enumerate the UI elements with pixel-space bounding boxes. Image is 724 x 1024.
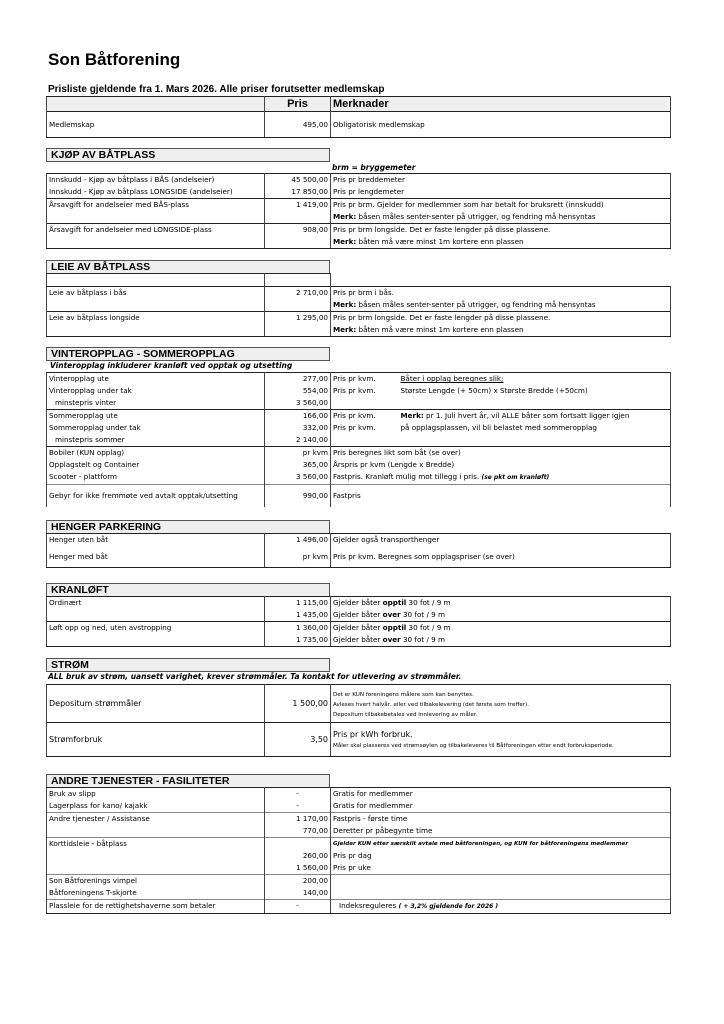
row-label: Henger uten båt	[47, 534, 265, 548]
table-row	[47, 634, 671, 647]
row-price: -	[265, 788, 331, 801]
row-label: Ordinært	[47, 597, 265, 610]
row-remark: Gjelder også transporthenger	[331, 534, 671, 548]
table-row	[47, 410, 671, 423]
merk-text: båsen måles senter-senter på utrigger, og fendring må hensyntas	[356, 212, 596, 221]
row-extra	[399, 410, 671, 423]
page-title: Son Båtforening	[48, 50, 181, 69]
table-row	[47, 788, 671, 801]
section-header-andre: ANDRE TJENESTER - FASILITETER	[46, 774, 330, 788]
merk-label: Merk:	[333, 300, 357, 309]
row-merk	[331, 324, 671, 337]
row-label: Vinteropplag ute	[47, 373, 265, 386]
row-price: 166,00	[265, 410, 331, 423]
row-price: 45 500,00	[265, 174, 331, 187]
row-remark	[331, 597, 671, 610]
row-price: 3,50	[265, 723, 331, 757]
column-header-price: Pris	[265, 97, 331, 112]
row-merk	[331, 236, 671, 249]
merk-label: Merk:	[333, 237, 357, 246]
row-extra: Båter i opplag beregnes slik;	[399, 373, 671, 386]
remark-bold: over	[382, 610, 401, 619]
row-price: 770,00	[265, 825, 331, 838]
row-label: Vinteropplag under tak	[47, 385, 265, 397]
merk-text: båten må være minst 1m kortere enn plassen	[356, 325, 524, 334]
row-remark: Fastpris	[331, 485, 671, 507]
row-label: Korttidsleie - båtplass	[47, 838, 265, 851]
table-row	[47, 236, 671, 249]
row-price: 1 560,00	[265, 862, 331, 875]
table-row	[47, 850, 671, 862]
remark-text: Gjelder båter	[333, 598, 383, 607]
row-remark: Pris pr dag	[331, 850, 671, 862]
table-row	[47, 485, 671, 507]
section-header-kjop: KJØP AV BÅTPLASS	[46, 148, 330, 162]
row-label: minstepris sommer	[47, 434, 265, 447]
merk-text: båsen måles senter-senter på utrigger, og fendring må hensyntas	[356, 300, 596, 309]
row-price: 1 419,00	[265, 199, 331, 212]
row-label: Innskudd - Kjøp av båtplass i BÅS (andelseier)	[47, 174, 265, 187]
table-row	[47, 373, 671, 386]
section-header-opplag: VINTEROPPLAG - SOMMEROPPLAG	[46, 347, 330, 361]
remark-text: Gjelder båter	[333, 635, 383, 644]
section-header-kran: KRANLØFT	[46, 583, 330, 597]
row-price: 2 710,00	[265, 287, 331, 300]
row-remark: Pris pr kvm.	[331, 410, 399, 423]
row-label: Son Båtforenings vimpel	[47, 875, 265, 888]
table-row	[47, 299, 671, 312]
merk-label: Merk:	[400, 411, 424, 420]
row-label: Bobiler (KUN opplag)	[47, 447, 265, 460]
row-remark	[331, 634, 671, 647]
table-row	[47, 597, 671, 610]
row-remark	[331, 609, 671, 622]
row-remark: Pris beregnes likt som båt (se over)	[331, 447, 671, 460]
table-row	[47, 875, 671, 888]
table-row	[47, 397, 671, 410]
row-extra: Største Lengde (+ 50cm) x Største Bredde (+50cm)	[399, 385, 671, 397]
section-header-henger: HENGER PARKERING	[46, 520, 330, 534]
brm-note: brm = bryggemeter	[332, 163, 416, 172]
row-label: Årsavgift for andelseier med LONGSIDE-plass	[47, 224, 265, 237]
row-label: Årsavgift for andelseier med BÅS-plass	[47, 199, 265, 212]
row-price: 332,00	[265, 422, 331, 434]
row-merk	[331, 299, 671, 312]
row-label: Plassleie for de rettighetshaverne som betaler	[47, 900, 265, 914]
row-remark: Pris pr uke	[331, 862, 671, 875]
row-remark	[331, 723, 671, 757]
table-row	[47, 385, 671, 397]
table-row	[47, 324, 671, 337]
strom-note: ALL bruk av strøm, uansett varighet, krever strømmåler. Ta kontakt for utlevering av strømmåler.	[48, 672, 462, 681]
row-price: 1 500,00	[265, 685, 331, 723]
row-remark: Årspris pr kvm (Lengde x Bredde)	[331, 459, 671, 471]
row-remark	[331, 471, 671, 485]
row-price: 365,00	[265, 459, 331, 471]
section-header-strom: STRØM	[46, 658, 330, 672]
row-label: Scooter - plattform	[47, 471, 265, 485]
table-row	[47, 459, 671, 471]
row-remark: Pris pr brm longside. Det er faste lengder på disse plassene.	[331, 224, 671, 237]
table-row	[47, 838, 671, 851]
row-remark: Pris pr kvm. Beregnes som opplagspriser (se over)	[331, 548, 671, 568]
row-price: -	[265, 800, 331, 813]
row-remark	[331, 900, 671, 914]
opplag-note: Vinteropplag inkluderer kranløft ved opptak og utsetting	[50, 361, 293, 370]
row-label: Sommeropplag under tak	[47, 422, 265, 434]
row-label: Depositum strømmåler	[47, 685, 265, 723]
merk-text: båten må være minst 1m kortere enn plassen	[356, 237, 524, 246]
row-label: Leie av båtplass i bås	[47, 287, 265, 300]
table-row	[47, 471, 671, 485]
table-row	[47, 211, 671, 224]
table-row	[47, 174, 671, 187]
remark-line: Det er KUN foreningens målere som kan benyttes.	[333, 691, 474, 698]
row-price: 1 435,00	[265, 609, 331, 622]
row-remark: Pris pr brm i bås.	[331, 287, 671, 300]
row-remark	[331, 622, 671, 635]
row-label: Bruk av slipp	[47, 788, 265, 801]
row-label: Henger med båt	[47, 548, 265, 568]
remark-bold: over	[382, 635, 401, 644]
column-header-remarks: Merknader	[331, 97, 671, 112]
row-label: Opplagstelt og Container	[47, 459, 265, 471]
table-row	[47, 813, 671, 826]
remark-line: Avleses hvert halvår, eller ved tilbakelevering (det første som treffer).	[333, 701, 530, 708]
row-remark: Pris pr breddemeter	[331, 174, 671, 187]
table-row	[47, 862, 671, 875]
remark-bold: opptil	[382, 598, 407, 607]
row-remark: Pris pr brm longside. Det er faste lengder på disse plassene.	[331, 312, 671, 325]
row-remark: Gjelder KUN etter særskilt avtale med båtforeningen, og KUN for båtforeningens medlemmer	[331, 838, 671, 851]
row-price: -	[265, 900, 331, 914]
row-remark: Deretter pr påbegynte time	[331, 825, 671, 838]
row-price: 1 295,00	[265, 312, 331, 325]
remark-text: Gjelder båter	[333, 623, 383, 632]
row-label: Andre tjenester / Assistanse	[47, 813, 265, 826]
table-row	[47, 800, 671, 813]
row-remark: Pris pr lengdemeter	[331, 186, 671, 199]
row-price: 1 360,00	[265, 622, 331, 635]
section-header-leie: LEIE AV BÅTPLASS	[46, 260, 330, 274]
remark-text: 30 fot / 9 m	[406, 623, 451, 632]
membership-price: 495,00	[265, 112, 331, 138]
table-row	[47, 287, 671, 300]
remark-text: 30 fot / 9 m	[400, 610, 446, 619]
row-price: 3 560,00	[265, 471, 331, 485]
remark-note: ( + 3,2% gjeldende for 2026 )	[398, 903, 499, 910]
row-merk	[331, 211, 671, 224]
row-label: Båtforeningens T-skjorte	[47, 887, 265, 900]
row-price: 277,00	[265, 373, 331, 386]
table-row	[47, 622, 671, 635]
row-label: Strømforbruk	[47, 723, 265, 757]
table-row	[47, 685, 671, 723]
row-price: pr kvm	[265, 447, 331, 460]
table-row	[47, 447, 671, 460]
price-list-subtitle: Prisliste gjeldende fra 1. Mars 2026. Alle priser forutsetter medlemskap	[48, 84, 385, 95]
row-label: Løft opp og ned, uten avstropping	[47, 622, 265, 635]
remark-bold: opptil	[382, 623, 407, 632]
remark-text: 30 fot / 9 m	[406, 598, 451, 607]
row-remark: Gratis for medlemmer	[331, 800, 671, 813]
table-row	[47, 825, 671, 838]
row-label: minstepris vinter	[47, 397, 265, 410]
row-remark: Gratis for medlemmer	[331, 788, 671, 801]
row-price: 1 735,00	[265, 634, 331, 647]
row-label: Sommeropplag ute	[47, 410, 265, 423]
remark-note: (se pkt om kranløft)	[481, 474, 550, 481]
remark-text: Indeksreguleres	[339, 901, 399, 910]
row-price: 2 140,00	[265, 434, 331, 447]
table-row	[47, 199, 671, 212]
row-remark: Pris pr kvm.	[331, 373, 399, 386]
remark-line: Depositum tilbakebetales ved innlevering av måler.	[333, 711, 478, 718]
merk-label: Merk:	[333, 325, 357, 334]
table-row	[47, 422, 671, 434]
membership-remark: Obligatorisk medlemskap	[331, 112, 671, 138]
table-row	[47, 609, 671, 622]
row-remark: Pris pr brm. Gjelder for medlemmer som har betalt for bruksrett (innskudd)	[331, 199, 671, 212]
header-blank	[47, 97, 265, 112]
membership-label: Medlemskap	[47, 112, 265, 138]
row-price: pr kvm	[265, 548, 331, 568]
table-row	[47, 548, 671, 568]
remark-text: Gjelder båter	[333, 610, 383, 619]
row-price: 908,00	[265, 224, 331, 237]
row-label: Leie av båtplass longside	[47, 312, 265, 325]
row-price: 260,00	[265, 850, 331, 862]
row-label: Innskudd - Kjøp av båtplass LONGSIDE (andelseier)	[47, 186, 265, 199]
remark-line: Måler skal plasseres ved strømsøylen og tilbakeleveres til Båtforeningen etter endt forbruksperiode.	[333, 743, 614, 749]
row-remark	[331, 685, 671, 723]
row-label: Gebyr for ikke fremmøte ved avtalt opptak/utsetting	[47, 485, 265, 507]
row-price: 1 496,00	[265, 534, 331, 548]
table-row	[47, 900, 671, 914]
row-price: 990,00	[265, 485, 331, 507]
table-row	[47, 224, 671, 237]
table-row	[47, 186, 671, 199]
table-row	[47, 534, 671, 548]
table-row	[47, 434, 671, 447]
row-price: 17 850,00	[265, 186, 331, 199]
row-extra: på opplagsplassen, vil bli belastet med sommeropplag	[399, 422, 671, 434]
row-remark: Pris pr kvm.	[331, 385, 399, 397]
row-remark: Pris pr kvm.	[331, 422, 399, 434]
row-price: 1 170,00	[265, 813, 331, 826]
merk-label: Merk:	[333, 212, 357, 221]
table-row	[47, 312, 671, 325]
row-price: 3 560,00	[265, 397, 331, 410]
table-row	[47, 887, 671, 900]
remark-text: Fastpris. Kranløft mulig mot tillegg i pris.	[333, 472, 482, 481]
row-price: 1 115,00	[265, 597, 331, 610]
table-row	[47, 723, 671, 757]
row-price: 554,00	[265, 385, 331, 397]
remark-line: Pris pr kWh forbruk.	[333, 730, 413, 739]
remark-text: 30 fot / 9 m	[400, 635, 446, 644]
row-label: Lagerplass for kano/ kajakk	[47, 800, 265, 813]
row-price: 140,00	[265, 887, 331, 900]
row-price: 200,00	[265, 875, 331, 888]
row-remark: Fastpris - første time	[331, 813, 671, 826]
merk-text: pr 1. Juli hvert år, vil ALLE båter som fortsatt ligger igjen	[423, 411, 630, 420]
